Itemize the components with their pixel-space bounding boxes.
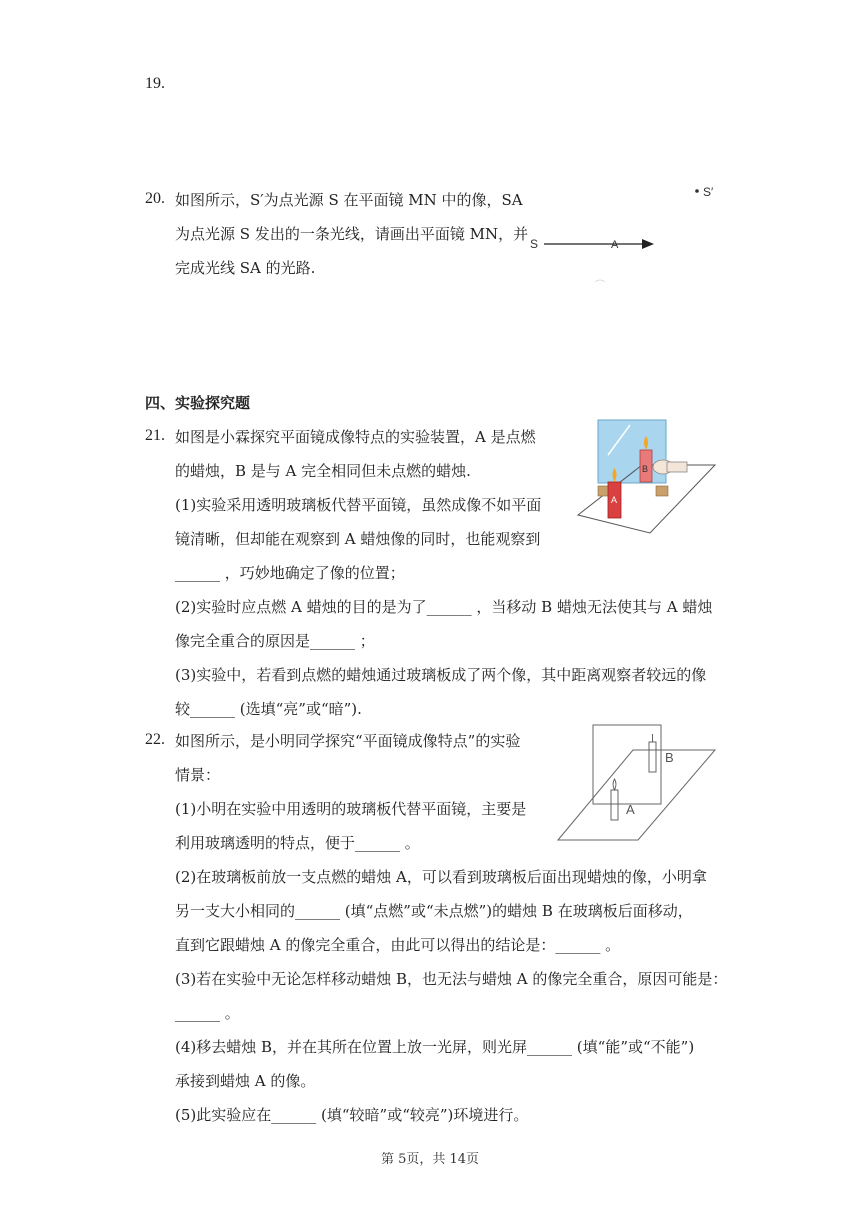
question-22-line-4: 利用玻璃透明的特点，便于______ 。: [175, 834, 420, 852]
label-s-prime: S′: [703, 185, 714, 199]
label-a: A: [611, 495, 618, 505]
candle-a: [611, 790, 618, 820]
question-22-line-11: 承接到蜡烛 A 的像。: [175, 1072, 316, 1090]
question-21-line-9: 较______ (选填“亮”或“暗”).: [175, 700, 362, 718]
label-a: A: [611, 239, 619, 251]
question-21-number: 21.: [145, 427, 165, 444]
question-20-line-1: 如图所示，S′为点光源 S 在平面镜 MN 中的像，SA: [175, 191, 523, 209]
section-title: 四、实验探究题: [145, 394, 251, 412]
question-22-line-10: (4)移去蜡烛 B，并在其所在位置上放一光屏，则光屏______ (填“能”或“不能”): [175, 1038, 695, 1056]
question-20-line-2: 为点光源 S 发出的一条光线，请画出平面镜 MN，并: [175, 225, 529, 243]
question-21-line-1: 如图是小霖探究平面镜成像特点的实验装置，A 是点燃: [175, 428, 536, 446]
question-19-number: 19.: [145, 75, 165, 92]
candle-b: [649, 742, 656, 772]
question-22-line-9: ______ 。: [175, 1004, 240, 1022]
candle-experiment-figure: [550, 415, 720, 540]
table-surface: [558, 750, 715, 840]
page-footer: 第 5页，共 14页: [380, 1152, 480, 1167]
light-ray-figure: [520, 175, 720, 285]
label-b: B: [665, 750, 674, 765]
image-point-s-prime: [695, 189, 699, 193]
question-20-line-3: 完成光线 SA 的光路.: [175, 259, 316, 277]
question-22-line-3: (1)小明在实验中用透明的玻璃板代替平面镜，主要是: [175, 800, 527, 818]
glass-plate: [598, 420, 666, 483]
faint-mark: [595, 280, 605, 282]
glass-plate-figure: [553, 722, 718, 844]
glass-plate: [593, 725, 661, 804]
label-s: S: [530, 237, 539, 251]
question-21-line-8: (3)实验中，若看到点燃的蜡烛通过玻璃板成了两个像，其中距离观察者较远的像: [175, 666, 707, 684]
question-22-line-12: (5)此实验应在______ (填“较暗”或“较亮”)环境进行。: [175, 1106, 529, 1124]
question-20-number: 20.: [145, 190, 165, 207]
label-a: A: [626, 802, 635, 817]
hand-sleeve: [667, 462, 687, 472]
question-22-number: 22.: [145, 731, 165, 748]
question-21-line-6: (2)实验时应点燃 A 蜡烛的目的是为了______ ，当移动 B 蜡烛无法使其与 A 蜡烛: [175, 598, 713, 616]
question-21-line-3: (1)实验采用透明玻璃板代替平面镜，虽然成像不如平面: [175, 496, 542, 514]
label-b: B: [642, 464, 649, 474]
question-21-line-7: 像完全重合的原因是______ ；: [175, 632, 375, 650]
question-21-line-4: 镜清晰，但却能在观察到 A 蜡烛像的同时，也能观察到: [175, 530, 541, 548]
question-22-line-1: 如图所示，是小明同学探究“平面镜成像特点”的实验: [175, 732, 521, 750]
wood-block-right: [656, 486, 668, 496]
question-21-line-5: ______ ，巧妙地确定了像的位置；: [175, 564, 405, 582]
question-22-line-8: (3)若在实验中无论怎样移动蜡烛 B，也无法与蜡烛 A 的像完全重合，原因可能是：: [175, 970, 728, 988]
question-22-line-2: 情景：: [175, 766, 221, 784]
question-21-line-2: 的蜡烛，B 是与 A 完全相同但未点燃的蜡烛.: [175, 462, 471, 480]
candle-a-flame: [613, 779, 616, 790]
arrow-head: [642, 239, 654, 249]
question-22-line-7: 直到它跟蜡烛 A 的像完全重合，由此可以得出的结论是：______ 。: [175, 936, 621, 954]
question-22-line-5: (2)在玻璃板前放一支点燃的蜡烛 A，可以看到玻璃板后面出现蜡烛的像，小明拿: [175, 868, 707, 886]
question-22-line-6: 另一支大小相同的______ (填“点燃”或“未点燃”)的蜡烛 B 在玻璃板后面移动，: [175, 902, 693, 920]
